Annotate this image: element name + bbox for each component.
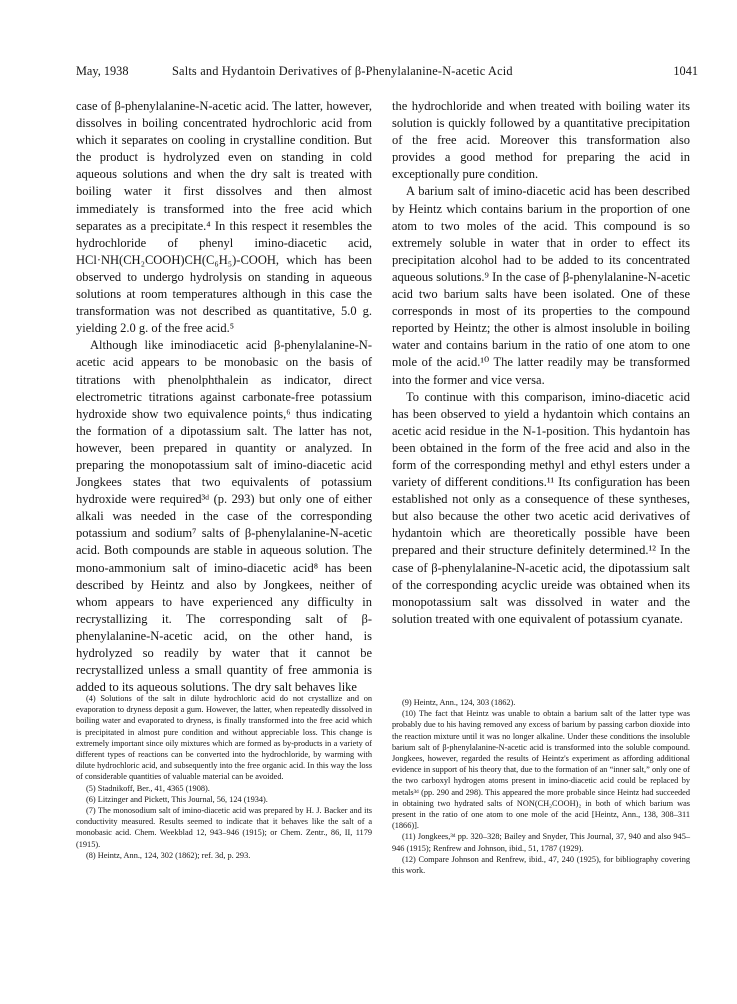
- running-header: [76, 64, 698, 80]
- paragraph: A barium salt of imino-diacetic acid has been described by Heintz which contains barium in the proportion of one atom to two moles of the acid. This compound is so extremely soluble in water that in order to effect its precipitation alcohol had to be added to its concentrated aqueous solutions.⁹ In the case of β-phenylalanine-N-acetic acid two barium salts have been isolated. One of these corresponds in most of its properties to the compound reported by Heintz; the other is almost insoluble in boiling water and contains barium in the ratio of one atom to one mole of the acid.¹⁰ The latter readily may be transformed into the former and vice versa.: [392, 184, 690, 387]
- header-date: May, 1938: [76, 64, 129, 78]
- paragraph: case of β-phenylalanine-N-acetic acid. The latter, however, dissolves in boiling concentrated hydrochloric acid from which it separates on cooling in crystalline condition. But the product is hydrolyzed even on standing in cold aqueous solutions and when the dry salt is treated with boiling water it first dissolves and then almost immediately is transformed into the free acid which separates as a precipitate.⁴ In this respect it resembles the hydrochloride of phenyl imino-diacetic acid, HCl·NH(CH₂COOH)CH(C₆H₅)-COOH, which has been observed to undergo hydrolysis on standing in aqueous solutions at room temperatures although in this case the transformation was not described as quantitative, 5.0 g. yielding 2.0 g. of the free acid.⁵: [76, 99, 372, 336]
- footnote: (9) Heintz, Ann., 124, 303 (1862).: [402, 698, 516, 707]
- paragraph: the hydrochloride and when treated with boiling water its solution is quickly followed by a quantitative precipitation of the free acid. Moreover this transformation also provides a good method for preparing the acid in exceptionally pure condition.: [392, 99, 690, 182]
- footnote: (4) Solutions of the salt in dilute hydrochloric acid do not crystallize and on evaporation to dryness deposit a gum. However, the latter, when repeatedly dissolved in boiling water and evaporated to dryness, is finally transformed into the free acid which is precipitated in almost pure condition and without appreciable loss. This change is extremely important since oily mixtures which are formed as by-products in a variety of different types of reactions can be converted into the hydrochloride, by warming with dilute hydrochloric acid, and subsequently into the free organic acid. In this way the loss of considerable quantities of valuable material can be avoided.: [76, 694, 372, 782]
- paragraph: Although like iminodiacetic acid β-phenylalanine-N-acetic acid appears to be monobasic on the basis of titrations with phenolphthalein as indicator, direct electrometric titrations against carbonate-free potassium hydroxide show two equivalence points,⁶ thus indicating the formation of a dipotassium salt. The latter has not, however, been prepared in quantity or analyzed. In preparing the monopotassium salt of imino-diacetic acid Jongkees states that two equivalents of potassium hydroxide were required³ᵈ (p. 293) but only one of either alkali was needed in the case of the corresponding potassium and sodium⁷ salts of β-phenylalanine-N-acetic acid. Both compounds are stable in aqueous solution. The mono-ammonium salt of imino-diacetic acid⁸ has been described by Heintz and also by Jongkees, neither of whom appears to have experienced any difficulty in recrystallizing it. The corresponding salt of β-phenylalanine-N-acetic acid, on the other hand, is hydrolyzed so readily by water that it cannot be recrystallized unless a small quantity of free ammonia is added to its aqueous solutions. The dry salt behaves like: [76, 338, 372, 695]
- paragraph: To continue with this comparison, imino-diacetic acid has been observed to yield a hydantoin which contains an acetic acid residue in the N-1-position. This hydantoin has been obtained in the form of the free acid and also in the form of the corresponding methyl and ethyl esters under a variety of different conditions.¹¹ Its configuration has been established not only as a consequence of these syntheses, but also because the other two acetic acid derivatives of hydantoin which are theoretically possible have been prepared and their structure definitely determined.¹² In the case of β-phenylalanine-N-acetic acid, the dipotassium salt of the corresponding acyclic ureide was obtained when its monopotassium salt was dissolved in water and the solution treated with one equivalent of potassium cyanate.: [392, 389, 690, 626]
- footnote: (10) The fact that Heintz was unable to obtain a barium salt of the latter type was probably due to his having removed any excess of barium by passing carbon dioxide into the reaction mixture until it was no longer alkaline. Under these conditions the insoluble barium salt of β-phenylalanine-N-acetic acid is transformed into the soluble compound. Jongkees, however, regarded the results of Heintz's experiment as affording additional evidence in support of his theory that, due to the formation of an “inner salt,” only one of the two carboxyl hydrogen atoms present in imino-diacetic acid could be replaced by metals³ᵈ (pp. 290 and 298). This appeared the more probable since Heintz had succeeded in obtaining two hydrated salts of NON(CH₂COOH)₂ in both of which barium was present in the ratio of one atom to one mole of the acid [Heintz, Ann., 138, 308–311 (1866)].: [392, 709, 690, 831]
- page-number: 1041: [673, 64, 698, 78]
- footnote: (6) Litzinger and Pickett, This Journal, 56, 124 (1934).: [86, 794, 268, 804]
- footnote: (8) Heintz, Ann., 124, 302 (1862); ref. 3d, p. 293.: [86, 850, 251, 860]
- footnote: (7) The monosodium salt of imino-diacetic acid was prepared by H. J. Backer and its conductivity measured. Results seemed to indicate that it behaves like the salt of a monobasic acid. Chem. Weekblad 12, 943–946 (1915); or Chem. Zentr., 86, II, 1179 (1915).: [76, 806, 372, 849]
- footnotes-left: [76, 693, 372, 861]
- footnotes-right: [392, 697, 690, 876]
- right-column: [392, 98, 690, 628]
- left-column: [76, 98, 372, 696]
- footnote: (12) Compare Johnson and Renfrew, ibid., 47, 240 (1925), for bibliography covering this work.: [392, 854, 690, 876]
- footnote: (5) Stadnikoff, Ber., 41, 4365 (1908).: [86, 783, 210, 793]
- header-title: Salts and Hydantoin Derivatives of β-Phenylalanine-N-acetic Acid: [172, 64, 513, 78]
- footnote: (11) Jongkees,³ᵈ pp. 320–328; Bailey and Snyder, This Journal, 37, 940 and also 945–946 (1915); Renfrew and Johnson, ibid., 51, 1787 (1929).: [392, 832, 690, 853]
